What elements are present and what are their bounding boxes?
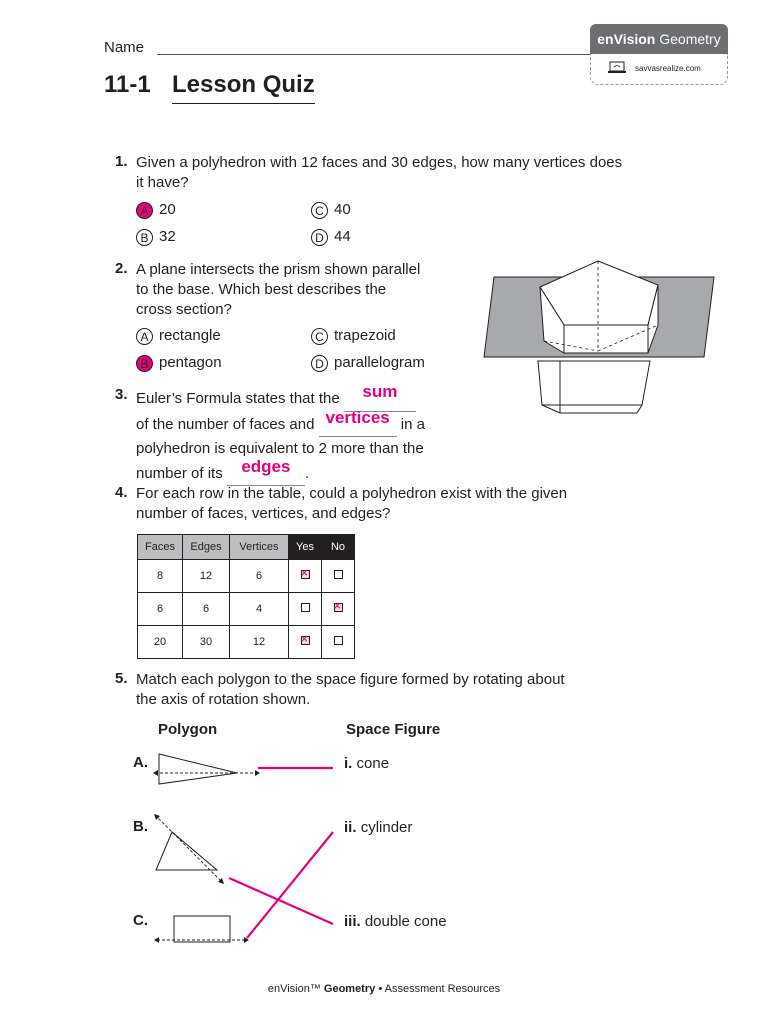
figure-num-ii: ii. (344, 819, 357, 836)
col-edges: Edges (183, 535, 230, 560)
no-checkbox[interactable] (334, 570, 343, 579)
q3-part1: Euler’s Formula states that the (136, 390, 340, 407)
q2-text-line2: to the base. Which best describes the (136, 281, 387, 298)
q2-text-line1: A plane intersects the prism shown parallel (136, 261, 421, 278)
q1-option-c-text: 40 (334, 201, 351, 218)
q1-option-b-text: 32 (159, 228, 176, 245)
footer-prefix: enVision™ (267, 983, 321, 995)
q1-text (136, 153, 622, 193)
q1-text-line1: Given a polyhedron with 12 faces and 30 edges, how many vertices does (136, 154, 623, 171)
q3-part4: polyhedron is equivalent to 2 more than the (136, 440, 424, 457)
q2-option-b-text: pentagon (159, 354, 222, 371)
prism-lower-part (538, 361, 650, 405)
q2-option-b[interactable] (136, 353, 222, 373)
polygon-label-a: A. (133, 754, 148, 771)
q2-text-line3: cross section? (136, 301, 232, 318)
q1-option-b[interactable] (136, 227, 176, 247)
polyhedron-table (137, 534, 355, 659)
q3-part5: number of its (136, 464, 223, 482)
q2-option-d[interactable] (311, 353, 425, 373)
matching-figure (150, 750, 340, 950)
table-row (138, 560, 355, 593)
q1-bubble-b[interactable]: B (136, 229, 153, 246)
q5-text-line1: Match each polygon to the space figure formed by rotating about (136, 671, 565, 688)
q1-number: 1. (115, 153, 128, 170)
q2-text (136, 260, 420, 320)
table-row (138, 593, 355, 626)
q2-option-d-text: parallelogram (334, 354, 425, 371)
brand-suffix: Geometry (659, 31, 721, 47)
q3-answer-3: edges (241, 456, 291, 476)
polygon-a-triangle (159, 754, 237, 784)
figure-option-iii (344, 912, 447, 932)
figure-text-i: cone (356, 755, 390, 772)
q3-part6: . (304, 464, 310, 482)
q1-option-d-text: 44 (334, 228, 351, 245)
brand-prefix: enVision (597, 31, 656, 47)
cell-edges: 6 (183, 593, 230, 626)
q3-blank-3[interactable] (227, 456, 305, 487)
q2-option-c[interactable] (311, 326, 396, 346)
q2-bubble-b[interactable]: B (136, 355, 153, 372)
q3-part2: of the number of faces and (136, 415, 315, 433)
no-checkbox[interactable] (334, 636, 343, 645)
cell-faces: 20 (138, 626, 183, 659)
site-url: savvasrealize.com (635, 64, 701, 73)
col-faces: Faces (138, 535, 183, 560)
polygon-label-b: B. (133, 818, 148, 835)
yes-checkbox[interactable] (301, 636, 310, 645)
name-label: Name (104, 39, 145, 56)
cell-edges: 12 (183, 560, 230, 593)
q1-bubble-c[interactable]: C (311, 202, 328, 219)
cell-vertices: 4 (230, 593, 289, 626)
match-line-c-ii (247, 832, 333, 938)
cell-vertices: 6 (230, 560, 289, 593)
q4-text-line2: number of faces, vertices, and edges? (136, 505, 391, 522)
col-yes: Yes (289, 535, 322, 560)
polygon-heading: Polygon (158, 721, 218, 738)
polygon-label-c: C. (133, 912, 148, 929)
q2-option-c-text: trapezoid (334, 327, 396, 344)
q2-bubble-d[interactable]: D (311, 355, 328, 372)
q1-option-a[interactable] (136, 200, 176, 220)
table-row (138, 626, 355, 659)
q1-bubble-d[interactable]: D (311, 229, 328, 246)
match-line-b-iii (229, 878, 333, 924)
q1-text-line2: it have? (136, 174, 189, 191)
cell-edges: 30 (183, 626, 230, 659)
q1-option-a-text: 20 (159, 201, 176, 218)
col-no: No (322, 535, 355, 560)
q1-option-c[interactable] (311, 200, 351, 220)
q4-number: 4. (115, 484, 128, 501)
lesson-title: Lesson Quiz (172, 71, 315, 104)
laptop-icon (607, 61, 627, 75)
figure-option-ii (344, 818, 412, 838)
footer-suffix: • Assessment Resources (378, 983, 501, 995)
col-vertices: Vertices (230, 535, 289, 560)
polygon-b-triangle (156, 832, 217, 870)
figure-text-iii: double cone (364, 913, 447, 930)
lesson-number: 11-1 (104, 71, 151, 98)
q3-answer-1: sum (362, 382, 398, 401)
no-checkbox[interactable] (334, 603, 343, 612)
cell-vertices: 12 (230, 626, 289, 659)
footer (0, 983, 768, 995)
q3-number: 3. (115, 386, 128, 403)
name-line (157, 54, 590, 55)
yes-checkbox[interactable] (301, 570, 310, 579)
q4-text-line1: For each row in the table, could a polyhedron exist with the given (136, 485, 568, 502)
q2-bubble-a[interactable]: A (136, 328, 153, 345)
q5-text (136, 670, 565, 710)
q3-answer-2: vertices (325, 407, 390, 427)
q5-number: 5. (115, 670, 128, 687)
yes-checkbox[interactable] (301, 603, 310, 612)
q3-blank-2[interactable] (319, 407, 397, 438)
figure-text-ii: cylinder (360, 819, 413, 836)
brand-logo (590, 24, 728, 54)
figure-num-iii: iii. (344, 913, 361, 930)
q4-text (136, 484, 567, 524)
q2-bubble-c[interactable]: C (311, 328, 328, 345)
polygon-c-rectangle (174, 916, 230, 942)
q1-bubble-a[interactable]: A (136, 202, 153, 219)
cell-faces: 8 (138, 560, 183, 593)
q5-text-line2: the axis of rotation shown. (136, 691, 311, 708)
space-figure-heading: Space Figure (346, 721, 441, 738)
q1-option-d[interactable] (311, 227, 351, 247)
prism-plane-figure (482, 255, 718, 425)
q3-part3: in a (400, 415, 425, 433)
q2-option-a-text: rectangle (159, 327, 221, 344)
q2-option-a[interactable] (136, 326, 221, 346)
q3-text (136, 382, 425, 486)
footer-bold: Geometry (323, 983, 376, 995)
cell-faces: 6 (138, 593, 183, 626)
figure-num-i: i. (344, 755, 353, 772)
q2-number: 2. (115, 260, 128, 277)
figure-option-i (344, 754, 389, 774)
realize-link[interactable] (590, 54, 728, 85)
